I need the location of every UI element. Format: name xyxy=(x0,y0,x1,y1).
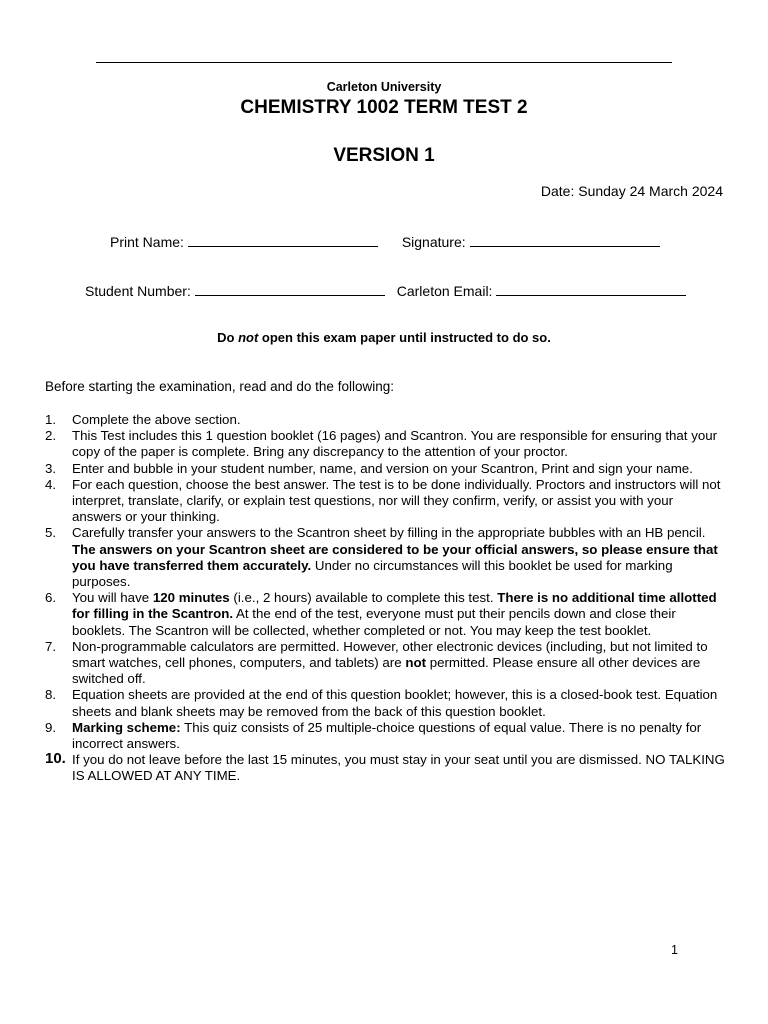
instructions-intro: Before starting the examination, read and do the following: xyxy=(45,379,394,394)
instructions-list xyxy=(45,412,725,785)
list-item: 4. For each question, choose the best answer. The test is to be done individually. Proctors and instructors will not interpret, translate, clarify, or explain test questions, nor will they confirm, verify, or assist you with your answers or your thinking. xyxy=(45,476,721,525)
list-item: 9. Marking scheme: This quiz consists of 25 multiple-choice questions of equal value. There is no penalty for incorrect answers. xyxy=(45,719,702,752)
page-title: CHEMISTRY 1002 TERM TEST 2 xyxy=(240,97,528,118)
student-email-row xyxy=(85,281,686,299)
page-number: 1 xyxy=(671,943,678,957)
list-item: 6. You will have 120 minutes (i.e., 2 hours) available to complete this test. There is no additional time allotted for filling in the Scantron. At the end of the test, everyone must put their pencils down and close their booklets. The Scantron will be collected, whether completed or not. You may keep the test booklet. xyxy=(45,590,717,638)
carleton-email-label: Carleton Email: xyxy=(396,283,493,299)
list-item: 5. Carefully transfer your answers to the Scantron sheet by filling in the appropriate bubbles with an HB pencil. The answers on your Scantron sheet are considered to be your official answers, so please ensure that you have transferred them accurately. Under no circumstances will this booklet be used for marking purposes. xyxy=(45,525,718,590)
student-number-label: Student Number: xyxy=(85,283,191,299)
exam-date: Date: Sunday 24 March 2024 xyxy=(540,183,723,199)
print-name-field[interactable] xyxy=(188,232,378,247)
do-not-open-notice: Do not open this exam paper until instructed to do so. xyxy=(217,330,551,345)
carleton-email-field[interactable] xyxy=(496,281,686,296)
student-number-field[interactable] xyxy=(195,281,385,296)
list-item: 10. If you do not leave before the last 15 minutes, you must stay in your seat until you are dismissed. NO TALKING IS ALLOWED AT ANY TIME. xyxy=(45,750,725,784)
version-label: VERSION 1 xyxy=(333,145,435,166)
list-item: 8. Equation sheets are provided at the end of this question booklet; however, this is a closed-book test. Equation sheets and blank sheets may be removed from the back of this question booklet. xyxy=(45,687,718,719)
signature-field[interactable] xyxy=(470,232,660,247)
print-name-label: Print Name: xyxy=(110,234,184,250)
list-item: 3. Enter and bubble in your student number, name, and version on your Scantron, Print and sign your name. xyxy=(45,460,693,476)
list-item: 2. This Test includes this 1 question booklet (16 pages) and Scantron. You are responsible for ensuring that your copy of the paper is complete. Bring any discrepancy to the attention of your proctor. xyxy=(45,428,718,460)
list-item: 7. Non-programmable calculators are permitted. However, other electronic devices (including, but not limited to smart watches, cell phones, computers, and tablets) are not permitted. Please ensure all other devices are switched off. xyxy=(45,638,708,687)
university-name: Carleton University xyxy=(326,80,442,94)
signature-label: Signature: xyxy=(401,234,466,250)
name-signature-row xyxy=(110,232,660,250)
list-item: 1. Complete the above section. xyxy=(45,412,241,427)
top-rule xyxy=(96,62,672,63)
